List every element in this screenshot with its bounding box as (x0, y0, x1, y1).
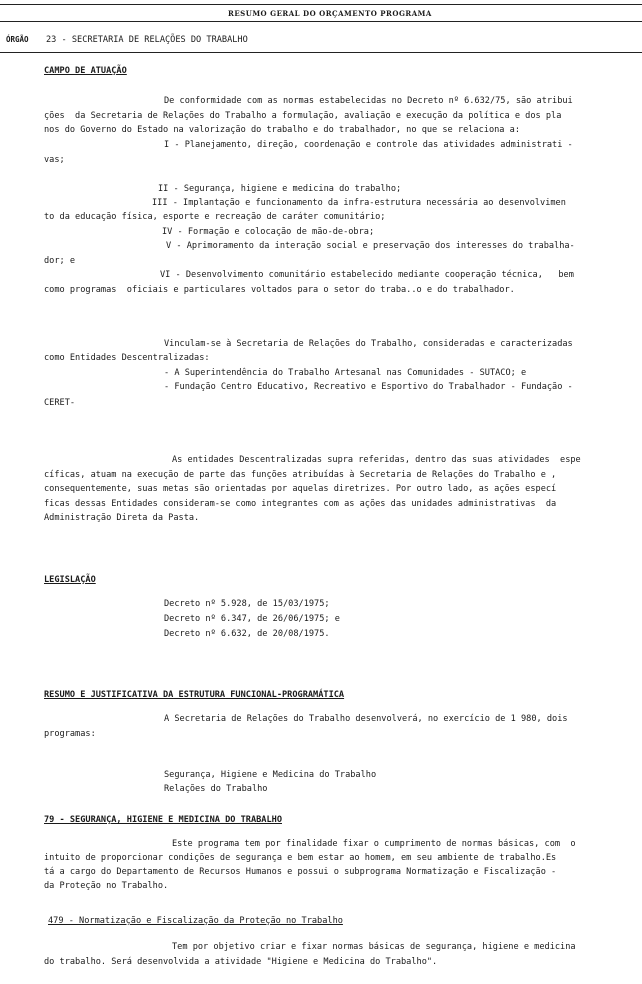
entidades-line: consequentemente, suas metas são orientadas por aquelas diretrizes. Por outro lado, as ações especí (44, 484, 557, 494)
document-header: RESUMO GERAL DO ORÇAMENTO PROGRAMA (228, 9, 432, 18)
campo-line: V - Aprimoramento da interação social e preservação dos interesses do trabalha- (166, 241, 575, 251)
program-item: Segurança, Higiene e Medicina do Trabalho (164, 770, 377, 780)
entidades-line: ficas dessas Entidades consideram-se como integrantes com as ações das unidades administrativas da (44, 499, 557, 509)
campo-line: dor; e (44, 256, 76, 266)
decree-item: Decreto nº 5.928, de 15/03/1975; (164, 599, 330, 609)
vinculam-line: CERET- (44, 398, 76, 408)
campo-line: como programas oficiais e particulares voltados para o setor do traba..o e do trabalhador. (44, 285, 515, 295)
campo-line: VI - Desenvolvimento comunitário estabelecido mediante cooperação técnica, bem (160, 270, 574, 280)
campo-line: nos do Governo do Estado na valorização do trabalho e do trabalhador, no que se relaciona a: (44, 125, 520, 135)
orgao-label: ÓRGÃO (6, 35, 29, 44)
campo-line: I - Planejamento, direção, coordenação e controle das atividades administrati - (164, 140, 573, 150)
campo-line: II - Segurança, higiene e medicina do trabalho; (158, 184, 402, 194)
header-rule (0, 21, 642, 22)
program-479-line: do trabalho. Será desenvolvida a atividade "Higiene e Medicina do Trabalho". (44, 957, 438, 967)
vinculam-line: Vinculam-se à Secretaria de Relações do Trabalho, consideradas e caracterizadas (164, 339, 573, 349)
program-479-heading: 479 - Normatização e Fiscalização da Proteção no Trabalho (48, 916, 343, 926)
campo-line: to da educação física, esporte e recreação de caráter comunitário; (44, 212, 386, 222)
campo-line: IV - Formação e colocação de mão-de-obra; (162, 227, 375, 237)
campo-heading: CAMPO DE ATUAÇÃO (44, 66, 127, 76)
campo-line: III - Implantação e funcionamento da infra-estrutura necessária ao desenvolvimen (152, 198, 566, 208)
decree-item: Decreto nº 6.347, de 26/06/1975; e (164, 614, 340, 624)
program-79-line: da Proteção no Trabalho. (44, 881, 169, 891)
program-79-line: Este programa tem por finalidade fixar o cumprimento de normas básicas, com o (172, 839, 576, 849)
top-rule (0, 4, 642, 5)
vinculam-line: - A Superintendência do Trabalho Artesanal nas Comunidades - SUTACO; e (164, 368, 527, 378)
program-79-line: intuito de proporcionar condições de segurança e bem estar ao homem, em seu ambiente de trabalho.Es (44, 853, 557, 863)
orgao-rule (0, 52, 642, 53)
program-79-heading: 79 - SEGURANÇA, HIGIENE E MEDICINA DO TRABALHO (44, 815, 282, 825)
resumo-line: programas: (44, 729, 96, 739)
campo-line: De conformidade com as normas estabelecidas no Decreto nº 6.632/75, são atribui (164, 96, 573, 106)
program-79-line: tá a cargo do Departamento de Recursos Humanos e possui o subprograma Normatização e Fiscalização - (44, 867, 557, 877)
vinculam-line: - Fundação Centro Educativo, Recreativo e Esportivo do Trabalhador - Fundação - (164, 382, 573, 392)
entidades-line: cíficas, atuam na execução de parte das funções atribuídas à Secretaria de Relações do Trabalho e , (44, 470, 557, 480)
entidades-line: As entidades Descentralizadas supra referidas, dentro das suas atividades espe (172, 455, 581, 465)
resumo-heading: RESUMO E JUSTIFICATIVA DA ESTRUTURA FUNCIONAL-PROGRAMÁTICA (44, 690, 345, 700)
vinculam-line: como Entidades Descentralizadas: (44, 353, 210, 363)
orgao-title: 23 - SECRETARIA DE RELAÇÕES DO TRABALHO (46, 35, 248, 45)
decree-item: Decreto nº 6.632, de 20/08/1975. (164, 629, 330, 639)
resumo-line: A Secretaria de Relações do Trabalho desenvolverá, no exercício de 1 980, dois (164, 714, 568, 724)
legislacao-heading: LEGISLAÇÃO (44, 575, 96, 585)
entidades-line: Administração Direta da Pasta. (44, 513, 200, 523)
program-item: Relações do Trabalho (164, 784, 268, 794)
campo-line: ções da Secretaria de Relações do Trabalho a formulação, avaliação e execução da política e dos pla (44, 111, 562, 121)
campo-line: vas; (44, 155, 65, 165)
program-479-line: Tem por objetivo criar e fixar normas básicas de segurança, higiene e medicina (172, 942, 576, 952)
